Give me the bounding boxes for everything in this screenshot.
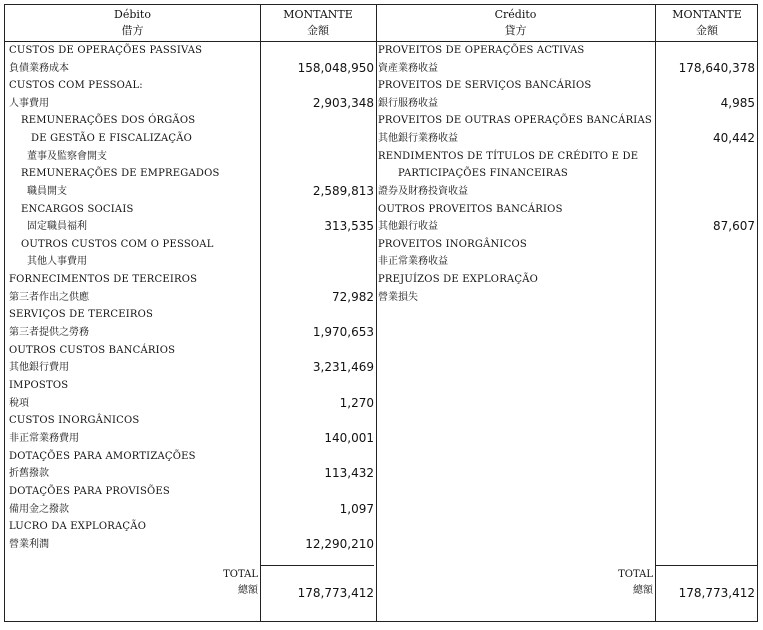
table-row — [5, 130, 376, 147]
debit-label: CUSTOS DE OPERAÇÕES PASSIVAS — [9, 45, 203, 56]
credit-amount-header — [655, 7, 759, 39]
debit-label: DOTAÇÕES PARA PROVISÕES — [9, 486, 170, 497]
debit-label: CUSTOS COM PESSOAL: — [9, 80, 143, 91]
credit-label: PROVEITOS DE OUTRAS OPERAÇÕES BANCÁRIAS — [378, 115, 652, 126]
credit-amount: 178,640,378 — [678, 61, 755, 75]
table-row — [5, 289, 376, 306]
debit-amount: 1,097 — [339, 502, 374, 516]
credit-header — [376, 7, 655, 39]
credit-label: 其他銀行收益 — [378, 221, 438, 232]
debit-total-rule — [260, 565, 374, 566]
debit-label: 董事及監察會開支 — [27, 151, 107, 162]
total-label-pt: TOTAL — [223, 569, 258, 580]
credit-amount: 40,442 — [713, 131, 755, 145]
table-row — [5, 218, 376, 235]
table-row — [5, 112, 376, 129]
debit-label: 備用金之撥款 — [9, 504, 69, 515]
credit-label: PARTICIPAÇÕES FINANCEIRAS — [398, 168, 568, 179]
table-row — [376, 148, 759, 165]
debit-label: DE GESTÃO E FISCALIZAÇÃO — [31, 133, 193, 144]
debit-label: 非正常業務費用 — [9, 433, 79, 444]
debit-label: IMPOSTOS — [9, 380, 69, 391]
debit-label: 職員開支 — [27, 186, 67, 197]
debit-amount: 72,982 — [332, 290, 374, 304]
credit-amount: 87,607 — [713, 219, 755, 233]
credit-label: 其他銀行業務收益 — [378, 133, 458, 144]
table-row — [376, 130, 759, 147]
debit-label: 其他人事費用 — [27, 256, 87, 267]
table-row — [5, 60, 376, 77]
credit-label: 證券及財務投資收益 — [378, 186, 468, 197]
debit-header — [5, 7, 260, 39]
debit-amount: 313,535 — [324, 219, 374, 233]
table-row — [376, 77, 759, 94]
table-row — [5, 536, 376, 553]
debit-header-zh: 借方 — [121, 24, 144, 37]
table-row — [376, 42, 759, 59]
total-label-pt: TOTAL — [618, 569, 653, 580]
credit-header-pt: Crédito — [494, 8, 537, 21]
debit-amount: 158,048,950 — [297, 61, 374, 75]
debit-amount: 113,432 — [324, 466, 374, 480]
table-row — [5, 236, 376, 253]
table-row — [5, 377, 376, 394]
debit-header-pt: Débito — [114, 8, 151, 21]
table-row — [5, 359, 376, 376]
debit-total-amount: 178,773,412 — [297, 586, 374, 600]
table-row — [376, 289, 759, 306]
debit-amount: 3,231,469 — [312, 360, 374, 374]
debit-label: ENCARGOS SOCIAIS — [21, 204, 134, 215]
debit-label: FORNECIMENTOS DE TERCEIROS — [9, 274, 198, 285]
total-label-zh: 總額 — [633, 585, 653, 596]
table-row — [376, 218, 759, 235]
table-row — [5, 148, 376, 165]
debit-amount: 2,589,813 — [312, 184, 374, 198]
amount-header-pt: MONTANTE — [283, 8, 353, 21]
table-row — [376, 183, 759, 200]
amount-header-zh: 金額 — [696, 24, 718, 37]
debit-amount: 140,001 — [324, 431, 374, 445]
total-label-zh: 總額 — [238, 585, 258, 596]
table-row — [5, 430, 376, 447]
table-row — [376, 236, 759, 253]
debit-label: REMUNERAÇÕES DE EMPREGADOS — [21, 168, 220, 179]
table-row — [5, 412, 376, 429]
credit-amount: 4,985 — [720, 96, 755, 110]
debit-label: OUTROS CUSTOS COM O PESSOAL — [21, 239, 214, 250]
table-row — [5, 201, 376, 218]
debit-label: 固定職員福利 — [27, 221, 87, 232]
debit-label: OUTROS CUSTOS BANCÁRIOS — [9, 345, 176, 356]
credit-label: OUTROS PROVEITOS BANCÁRIOS — [378, 204, 563, 215]
table-row — [5, 183, 376, 200]
debit-amount-header — [260, 7, 376, 39]
table-row — [5, 42, 376, 59]
debit-label: 負債業務成本 — [9, 63, 69, 74]
table-row — [5, 306, 376, 323]
table-row — [5, 253, 376, 270]
debit-label: DOTAÇÕES PARA AMORTIZAÇÕES — [9, 451, 196, 462]
credit-label: 營業損失 — [378, 292, 418, 303]
debit-label: 稅項 — [9, 398, 29, 409]
credit-label: PROVEITOS DE SERVIÇOS BANCÁRIOS — [378, 80, 592, 91]
table-row — [5, 483, 376, 500]
table-row — [376, 60, 759, 77]
credit-total-rule — [655, 565, 757, 566]
credit-label: PREJUÍZOS DE EXPLORAÇÃO — [378, 274, 539, 285]
table-row — [5, 518, 376, 535]
amount-header-pt: MONTANTE — [672, 8, 742, 21]
debit-label: REMUNERAÇÕES DOS ÓRGÃOS — [21, 115, 196, 126]
debit-amount: 12,290,210 — [305, 537, 374, 551]
credit-total-amount: 178,773,412 — [678, 586, 755, 600]
table-row — [5, 95, 376, 112]
debit-label: 人事費用 — [9, 98, 49, 109]
debit-label: 折舊撥款 — [9, 468, 49, 479]
debit-amount: 2,903,348 — [312, 96, 374, 110]
credit-total-label — [545, 567, 653, 599]
table-row — [376, 112, 759, 129]
debit-label: 第三者提供之勞務 — [9, 327, 89, 338]
table-row — [5, 342, 376, 359]
table-row — [5, 77, 376, 94]
credit-label: RENDIMENTOS DE TÍTULOS DE CRÉDITO E DE — [378, 151, 639, 162]
table-row — [5, 395, 376, 412]
credit-label: 非正常業務收益 — [378, 256, 448, 267]
debit-total-label — [155, 567, 258, 599]
table-row — [5, 465, 376, 482]
income-statement-table — [4, 4, 758, 622]
credit-label: 銀行服務收益 — [378, 98, 438, 109]
credit-label: 資產業務收益 — [378, 63, 438, 74]
amount-header-zh: 金額 — [307, 24, 329, 37]
table-row — [5, 501, 376, 518]
debit-label: 其他銀行費用 — [9, 362, 69, 373]
debit-amount: 1,970,653 — [312, 325, 374, 339]
credit-label: PROVEITOS DE OPERAÇÕES ACTIVAS — [378, 45, 585, 56]
table-row — [376, 165, 759, 182]
table-row — [5, 271, 376, 288]
table-row — [5, 165, 376, 182]
debit-amount: 1,270 — [339, 396, 374, 410]
table-row — [5, 324, 376, 341]
table-row — [376, 201, 759, 218]
debit-label: LUCRO DA EXPLORAÇÃO — [9, 521, 147, 532]
debit-label: 營業利潤 — [9, 539, 49, 550]
table-row — [376, 271, 759, 288]
credit-header-zh: 貸方 — [504, 24, 527, 37]
table-row — [5, 448, 376, 465]
debit-label: SERVIÇOS DE TERCEIROS — [9, 309, 154, 320]
table-row — [376, 253, 759, 270]
debit-label: CUSTOS INORGÂNICOS — [9, 415, 140, 426]
credit-label: PROVEITOS INORGÂNICOS — [378, 239, 527, 250]
table-row — [376, 95, 759, 112]
debit-label: 第三者作出之供應 — [9, 292, 89, 303]
